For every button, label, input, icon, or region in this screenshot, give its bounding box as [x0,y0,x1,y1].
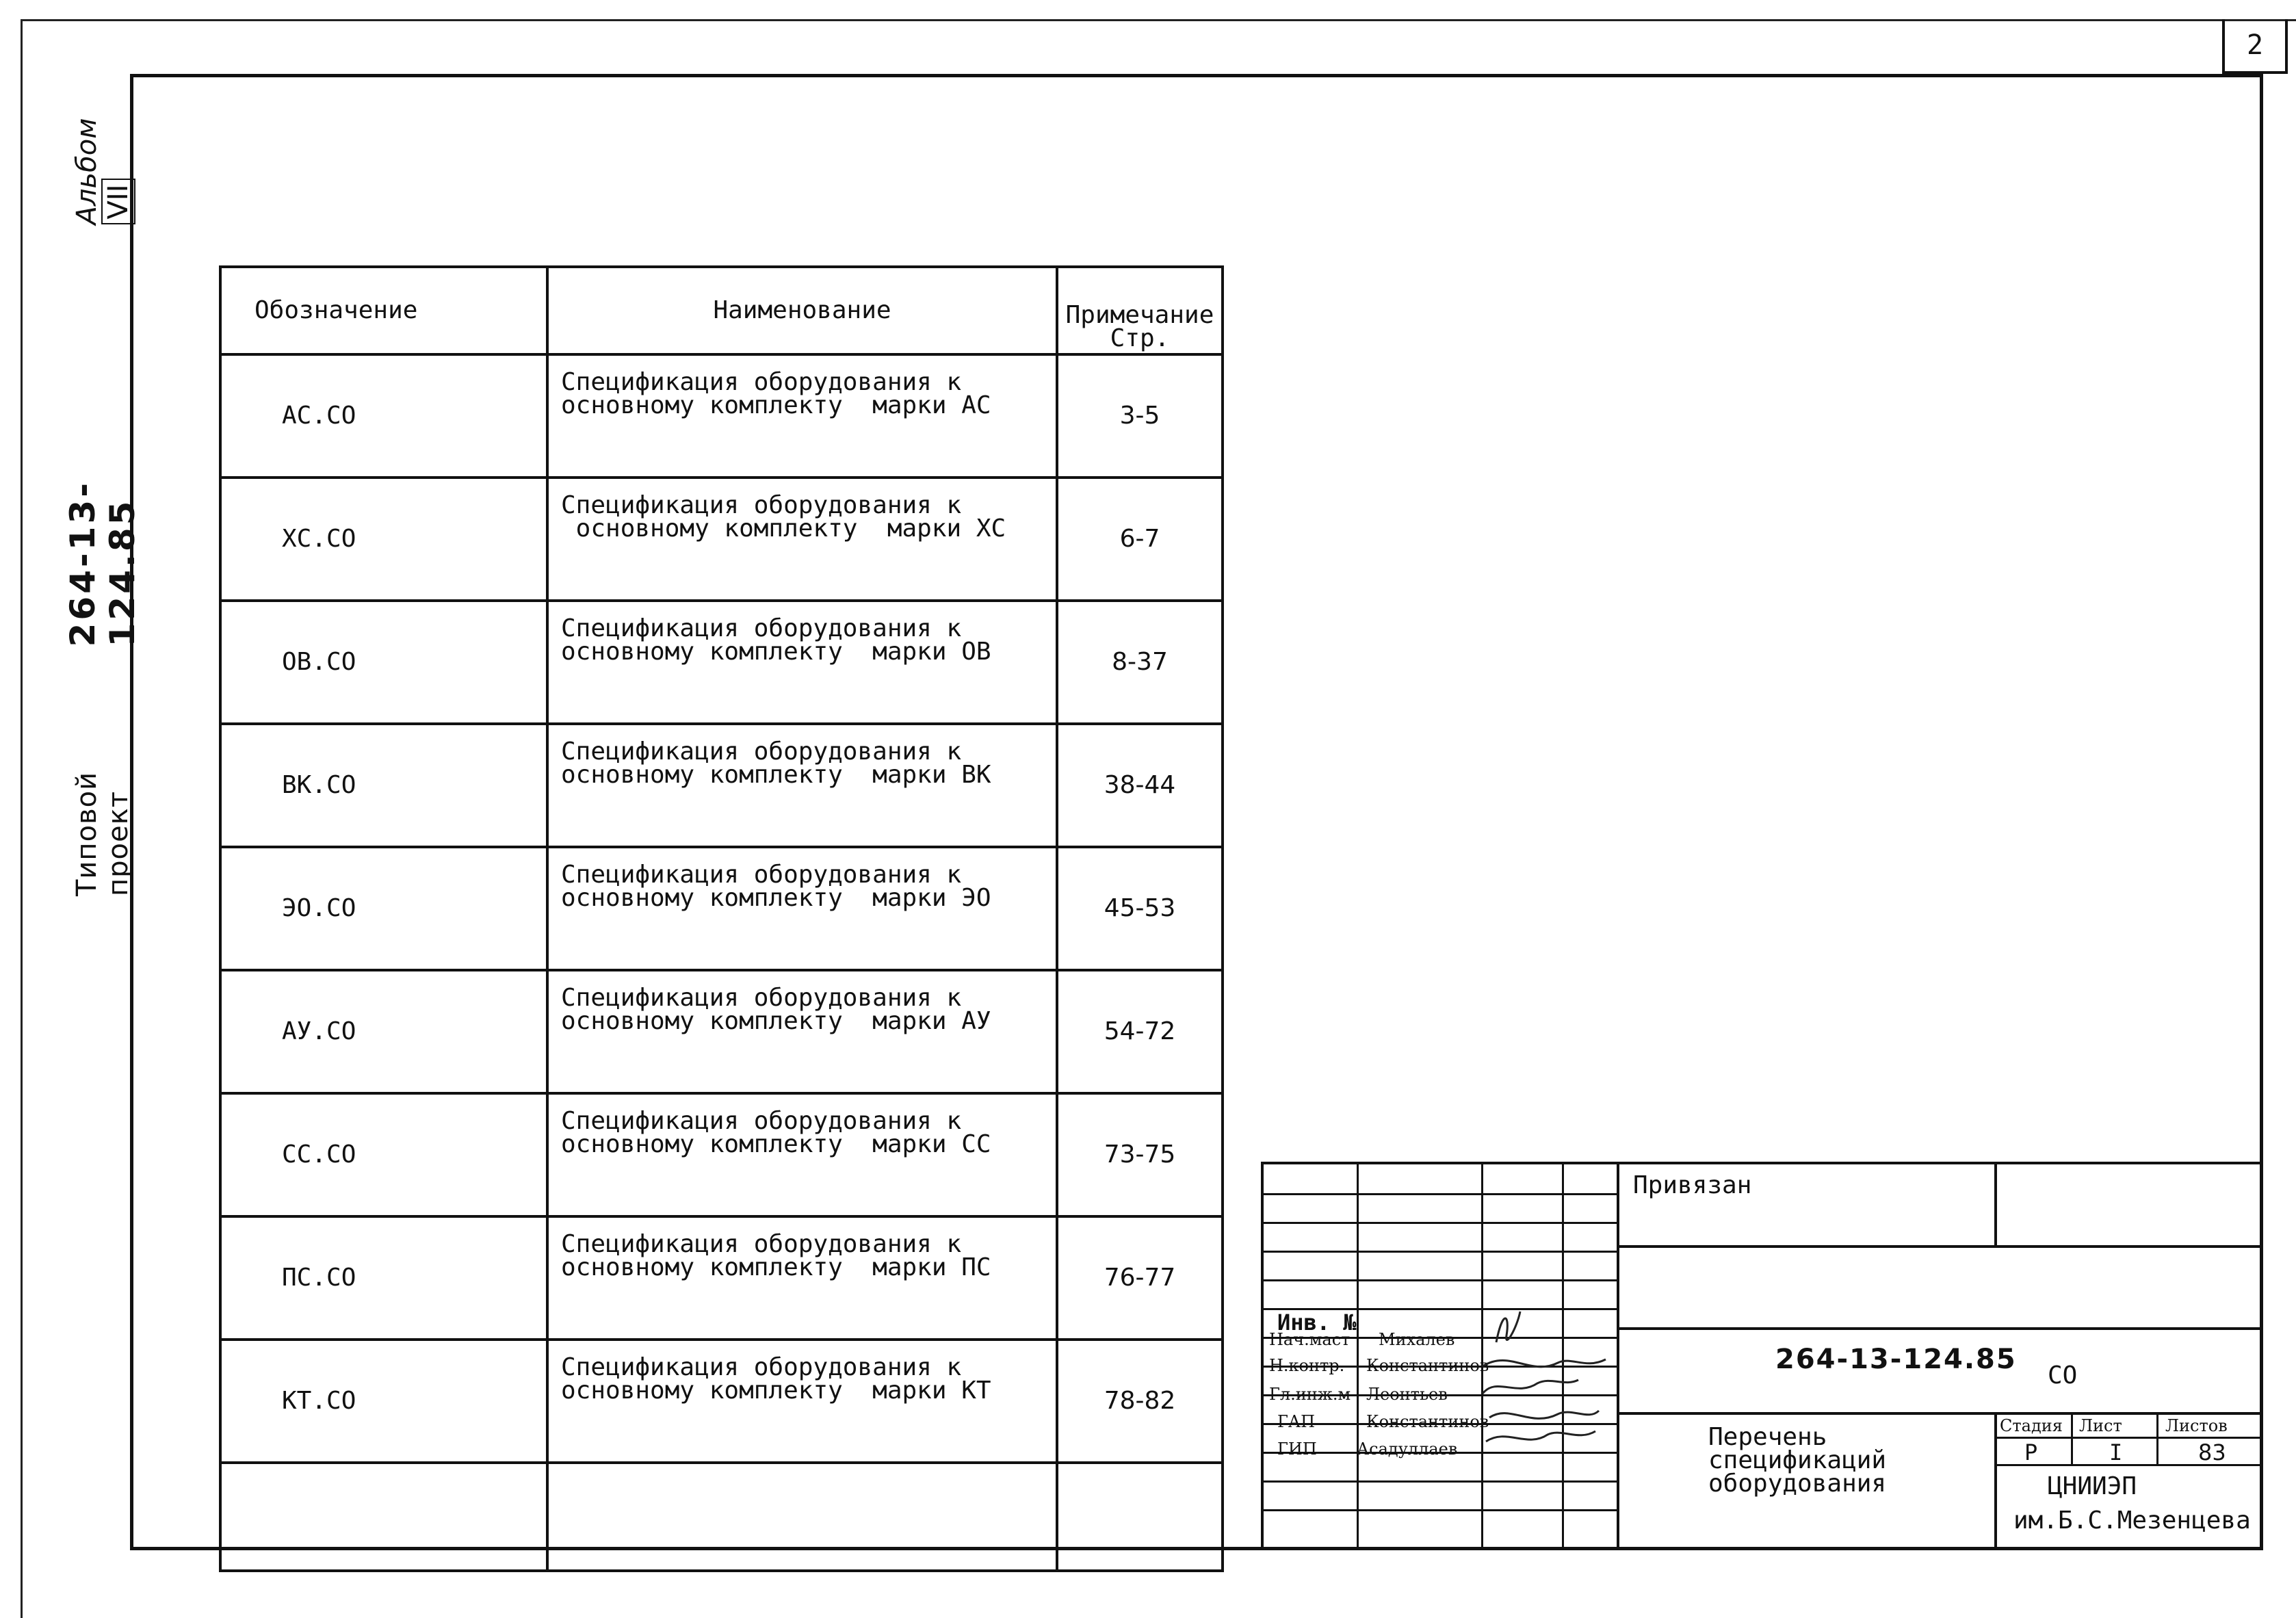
tb-line [1994,1412,1997,1550]
tb-stage-label: Стадия [2000,1416,2063,1435]
row-name-line1: Спецификация оборудования к [561,984,962,1012]
row-name-line2: основному комплекту марки ОВ [561,638,991,666]
tb-stage-value: Р [2024,1439,2038,1465]
row-code: ОВ.СО [220,601,547,724]
side-album-number: VII [101,179,135,224]
row-name-line1: Спецификация оборудования к [561,368,962,396]
side-project-code: 264-13-124.85 [63,480,142,647]
row-name-line1: Спецификация оборудования к [561,1353,962,1381]
tb-role: ГАП [1277,1412,1315,1431]
tb-person: Михалев [1379,1330,1455,1349]
table-row [220,1093,1223,1216]
tb-line [2071,1412,2073,1464]
tb-doc-code: 264-13-124.85 [1775,1344,2017,1375]
tb-person: Константинов [1366,1412,1489,1431]
row-pages: 38-44 [1057,724,1223,847]
header-note-line2: Стр. [1110,324,1170,352]
tb-line [1994,1164,1997,1245]
row-name [547,1093,1057,1216]
row-name-line1: Спецификация оборудования к [561,491,962,519]
row-name-line1: Спецификация оборудования к [561,614,962,642]
row-code: ВК.СО [220,724,547,847]
empty-cell [220,1463,547,1571]
tb-person: Асадуллаев [1357,1439,1458,1459]
header-note-line1: Примечание [1065,301,1214,329]
row-name [547,601,1057,724]
row-name [547,1340,1057,1463]
row-name [547,970,1057,1093]
title-block [1261,1162,2263,1550]
table-row [220,1216,1223,1340]
row-name-line2: основному комплекту марки АС [561,391,991,419]
tb-role: Нач.маст [1269,1330,1351,1349]
row-pages: 8-37 [1057,601,1223,724]
row-code: СС.СО [220,1093,547,1216]
tb-line [1617,1245,2263,1248]
row-name-line1: Спецификация оборудования к [561,861,962,889]
row-code: АУ.СО [220,970,547,1093]
row-pages: 73-75 [1057,1093,1223,1216]
row-code: АС.СО [220,354,547,478]
row-name-line1: Спецификация оборудования к [561,1107,962,1135]
tb-title [1708,1423,1887,1498]
tb-line [2156,1412,2158,1464]
empty-cell [1057,1463,1223,1571]
header-name: Наименование [547,267,1057,354]
sheet-number: 2 [2222,19,2288,74]
tb-line [1617,1412,2263,1415]
table-row [220,354,1223,478]
side-stamp [63,75,142,896]
side-type-label: Типовой проект [71,771,134,896]
row-name [547,847,1057,970]
side-album-label: Альбом [71,118,103,225]
tb-line [1264,1279,1617,1281]
header-note [1057,267,1223,354]
row-pages: 45-53 [1057,847,1223,970]
table-row [220,601,1223,724]
tb-title-line2: спецификаций [1708,1446,1887,1474]
table-row-empty [220,1463,1223,1571]
side-album [71,75,134,224]
tb-title-line1: Перечень [1708,1423,1827,1451]
row-code: ПС.СО [220,1216,547,1340]
row-name [547,478,1057,601]
row-name-line2: основному комплекту марки ВК [561,761,991,789]
row-name [547,1216,1057,1340]
tb-sheet-label: Лист [2079,1416,2122,1435]
row-pages: 54-72 [1057,970,1223,1093]
tb-sheets-value: 83 [2198,1439,2226,1465]
tb-sheets-label: Листов [2165,1416,2228,1435]
row-pages: 3-5 [1057,354,1223,478]
tb-doc-mark: СО [2048,1361,2078,1389]
table-row [220,970,1223,1093]
tb-title-line3: оборудования [1708,1470,1887,1498]
tb-line [1617,1327,2263,1330]
row-name-line1: Спецификация оборудования к [561,1230,962,1258]
row-code: ЭО.СО [220,847,547,970]
tb-line [1264,1509,1617,1511]
row-pages: 78-82 [1057,1340,1223,1463]
tb-role: ГИП [1277,1439,1317,1459]
tb-attached-label: Привязан [1633,1171,1752,1199]
row-pages: 6-7 [1057,478,1223,601]
row-code: КТ.СО [220,1340,547,1463]
tb-org-line1: ЦНИИЭП [2048,1472,2137,1500]
tb-person: Константинов [1366,1356,1489,1375]
row-name-line2: основному комплекту марки СС [561,1130,991,1158]
signatures-graphic [1469,1301,1626,1459]
table-row [220,1340,1223,1463]
table-row [220,724,1223,847]
row-name-line1: Спецификация оборудования к [561,738,962,766]
tb-line [1264,1480,1617,1483]
row-name-line2: основному комплекту марки АУ [561,1007,991,1035]
row-pages: 76-77 [1057,1216,1223,1340]
tb-line [1264,1193,1617,1195]
row-name-line2: основному комплекту марки КТ [561,1376,991,1405]
specification-table [219,265,1224,1572]
tb-line [1264,1222,1617,1224]
tb-person: Леонтьев [1366,1385,1448,1404]
row-code: ХС.СО [220,478,547,601]
tb-role: Гл.инж.м [1269,1385,1351,1404]
row-name-line2: основному комплекту марки ПС [561,1253,991,1281]
tb-sheet-value: I [2109,1439,2123,1465]
row-name-line2: основному комплекту марки ЭО [561,884,991,912]
tb-org-line2: им.Б.С.Мезенцева [2013,1506,2251,1535]
table-header-row [220,267,1223,354]
header-code: Обозначение [220,267,547,354]
row-name [547,354,1057,478]
tb-line [1264,1251,1617,1253]
tb-role: Н.контр. [1269,1356,1345,1375]
empty-cell [547,1463,1057,1571]
tb-line [1994,1437,2263,1439]
row-name-line2: основному комплекту марки ХС [561,514,1006,543]
table-row [220,478,1223,601]
tb-inv-no: Инв. № [1277,1309,1357,1335]
table-row [220,847,1223,970]
row-name [547,724,1057,847]
